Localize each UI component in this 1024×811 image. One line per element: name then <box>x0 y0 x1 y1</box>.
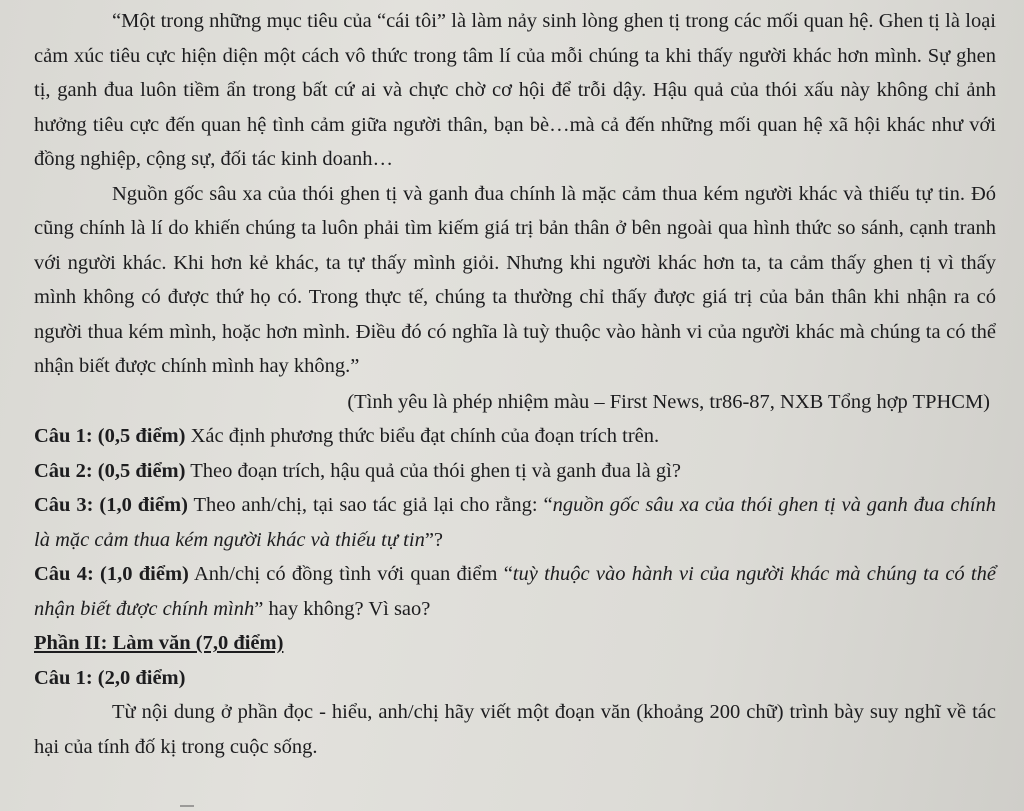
question-3-text-before: Theo anh/chị, tại sao tác giả lại cho rằng: “ <box>187 494 553 516</box>
question-1-text: Xác định phương thức biểu đạt chính của đoạn trích trên. <box>185 425 660 447</box>
question-4-text-before: Anh/chị có đồng tình với quan điểm “ <box>188 563 513 585</box>
question-4-quote: tuỳ thuộc vào hành vi của người khác mà chúng ta có thể nhận biết được chính mình <box>34 563 996 620</box>
page-edge-mark <box>180 805 194 811</box>
question-2-label: Câu 2: (0,5 điểm) <box>34 459 186 482</box>
question-3-quote: nguồn gốc sâu xa của thói ghen tị và ganh đua chính là mặc cảm thua kém người khác và thiếu tự tin <box>34 494 996 551</box>
question-1-label: Câu 1: (0,5 điểm) <box>34 425 186 447</box>
question-3 <box>34 488 996 557</box>
part-2-question-1-label: Câu 1: (2,0 điểm) <box>34 666 186 689</box>
part-2-heading <box>34 626 996 661</box>
passage-source: (Tình yêu là phép nhiệm màu – First News, tr86-87, NXB Tổng hợp TPHCM) <box>347 390 990 413</box>
part-2-heading-text: Phần II: Làm văn (7,0 điểm) <box>34 632 284 654</box>
question-3-text-after: ”? <box>424 528 444 551</box>
part-2-question-1-label-line <box>34 661 996 696</box>
question-2-text: Theo đoạn trích, hậu quả của thói ghen tị và ganh đua là gì? <box>185 459 681 482</box>
passage-paragraph-1: “Một trong những mục tiêu của “cái tôi” là làm nảy sinh lòng ghen tị trong các mối quan hệ. Ghen tị là loại cảm xúc tiêu cực hiện diện một cách vô thức trong tâm lí của mỗi chúng ta khi thấy người khác hơn mình. Sự ghen tị, ganh đua luôn tiềm ẩn trong bất cứ ai và chực chờ cơ hội để trỗi dậy. Hậu quả của thói xấu này không chỉ ảnh hưởng tiêu cực đến quan hệ tình cảm giữa người thân, bạn bè…mà cả đến những mối quan hệ xã hội khác như với đồng nghiệp, cộng sự, đối tác kinh doanh… <box>34 10 996 170</box>
question-1 <box>34 419 996 454</box>
question-3-label: Câu 3: (1,0 điểm) <box>34 494 188 516</box>
question-4 <box>34 557 996 626</box>
question-4-label: Câu 4: (1,0 điểm) <box>34 563 189 585</box>
passage-paragraph-2: Nguồn gốc sâu xa của thói ghen tị và ganh đua chính là mặc cảm thua kém người khác và thiếu tự tin. Đó cũng chính là lí do khiến chúng ta luôn phải tìm kiếm giá trị bản thân ở bên ngoài qua hình thức so sánh, cạnh tranh với người khác. Khi hơn kẻ khác, ta tự thấy mình giỏi. Nhưng khi người khác hơn ta, ta cảm thấy ghen tị vì thấy mình không có được thứ họ có. Trong thực tế, chúng ta thường chỉ thấy được giá trị của bản thân khi nhận ra có người thua kém mình, hoặc hơn mình. Điều đó có nghĩa là tuỳ thuộc vào hành vi của người khác mà chúng ta có thể nhận biết được chính mình hay không.” <box>34 182 996 377</box>
question-4-text-after: ” hay không? Vì sao? <box>254 597 431 620</box>
question-2 <box>34 454 996 489</box>
part-2-question-1-text: Từ nội dung ở phần đọc - hiểu, anh/chị hãy viết một đoạn văn (khoảng 200 chữ) trình bày suy nghĩ về tác hại của tính đố kị trong cuộc sống. <box>34 701 996 758</box>
